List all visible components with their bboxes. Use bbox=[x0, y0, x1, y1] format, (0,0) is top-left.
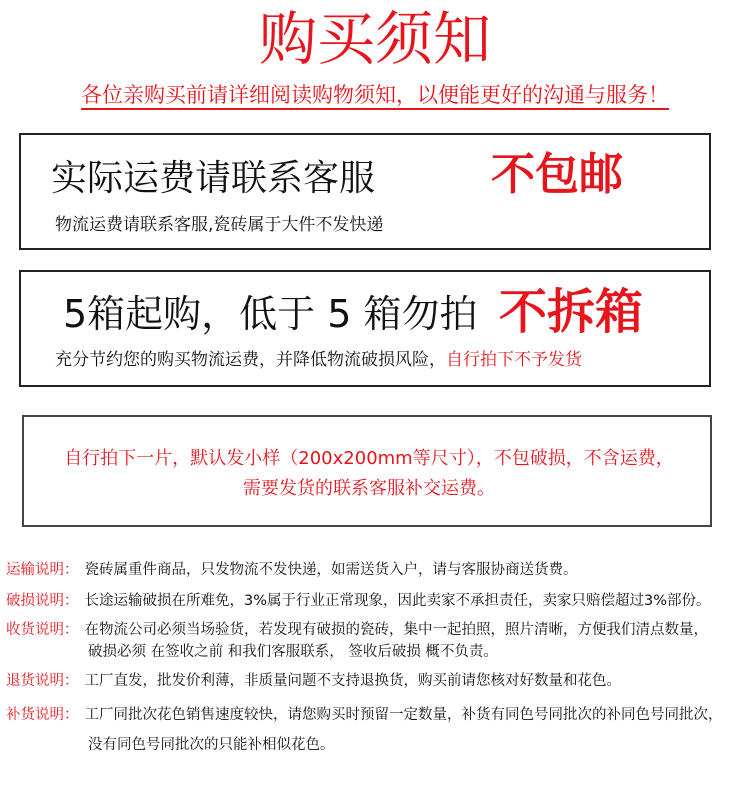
sample-notice-line2: 需要发货的联系客服补交运费。 bbox=[243, 478, 495, 499]
returns-note-label: 退货说明： bbox=[6, 673, 79, 689]
minimum-order-detail-text: 充分节约您的购买物流运费，并降低物流破损风险， bbox=[55, 350, 446, 370]
damage-note-label: 破损说明： bbox=[6, 593, 79, 609]
page-subtitle bbox=[0, 80, 750, 110]
shipping-note bbox=[6, 559, 578, 581]
returns-note-text: 工厂直发，批发价利薄，非质量问题不支持退换货，购买前请您核对好数量和花色。 bbox=[84, 673, 621, 689]
receipt-note-text: 在物流公司必须当场验货，若发现有破损的瓷砖，集中一起拍照，照片清晰，方便我们清点数量， bbox=[84, 622, 708, 638]
shipping-fee-detail: 物流运费请联系客服,瓷砖属于大件不发快递 bbox=[55, 215, 384, 235]
sample-notice-box bbox=[22, 415, 712, 527]
minimum-order-detail bbox=[55, 347, 582, 373]
returns-note bbox=[6, 670, 621, 692]
shipping-note-label: 运输说明： bbox=[6, 562, 79, 578]
receipt-note-label: 收货说明： bbox=[6, 622, 79, 638]
damage-note-text: 长途运输破损在所难免，3%属于行业正常现象，因此卖家不承担责任，卖家只赔偿超过3%部份。 bbox=[84, 593, 711, 609]
restock-note-text: 工厂同批次花色销售速度较快，请您购买时预留一定数量，补货有同色号同批次的补同色号同批次， bbox=[84, 707, 723, 723]
minimum-order-warning: 自行拍下不予发货 bbox=[446, 350, 582, 370]
restock-note-line2: 没有同色号同批次的只能补相似花色。 bbox=[88, 737, 335, 753]
minimum-order-heading: 5箱起购，低于 5 箱勿拍 bbox=[63, 292, 478, 336]
page-title: 购买须知 bbox=[258, 5, 491, 73]
no-split-box-badge: 不拆箱 bbox=[499, 284, 644, 340]
restock-note-label: 补货说明： bbox=[6, 707, 79, 723]
shipping-fee-heading: 实际运费请联系客服 bbox=[51, 158, 376, 199]
shipping-fee-box bbox=[19, 133, 711, 250]
receipt-note bbox=[6, 619, 708, 641]
receipt-note-line2: 破损必须 在签收之前 和我们客服联系， 签收后破损 概不负责。 bbox=[88, 644, 498, 660]
shipping-note-text: 瓷砖属重件商品，只发物流不发快递，如需送货入户，请与客服协商送货费。 bbox=[84, 562, 578, 578]
restock-note bbox=[6, 704, 723, 726]
damage-note bbox=[6, 590, 711, 612]
minimum-order-box bbox=[19, 270, 711, 387]
subtitle-text: 各位亲购买前请详细阅读购物须知，以便能更好的沟通与服务！ bbox=[81, 83, 669, 110]
sample-notice-line1: 自行拍下一片，默认发小样（200x200mm等尺寸），不包破损，不含运费， bbox=[64, 448, 674, 469]
no-free-shipping-badge: 不包邮 bbox=[491, 149, 623, 200]
